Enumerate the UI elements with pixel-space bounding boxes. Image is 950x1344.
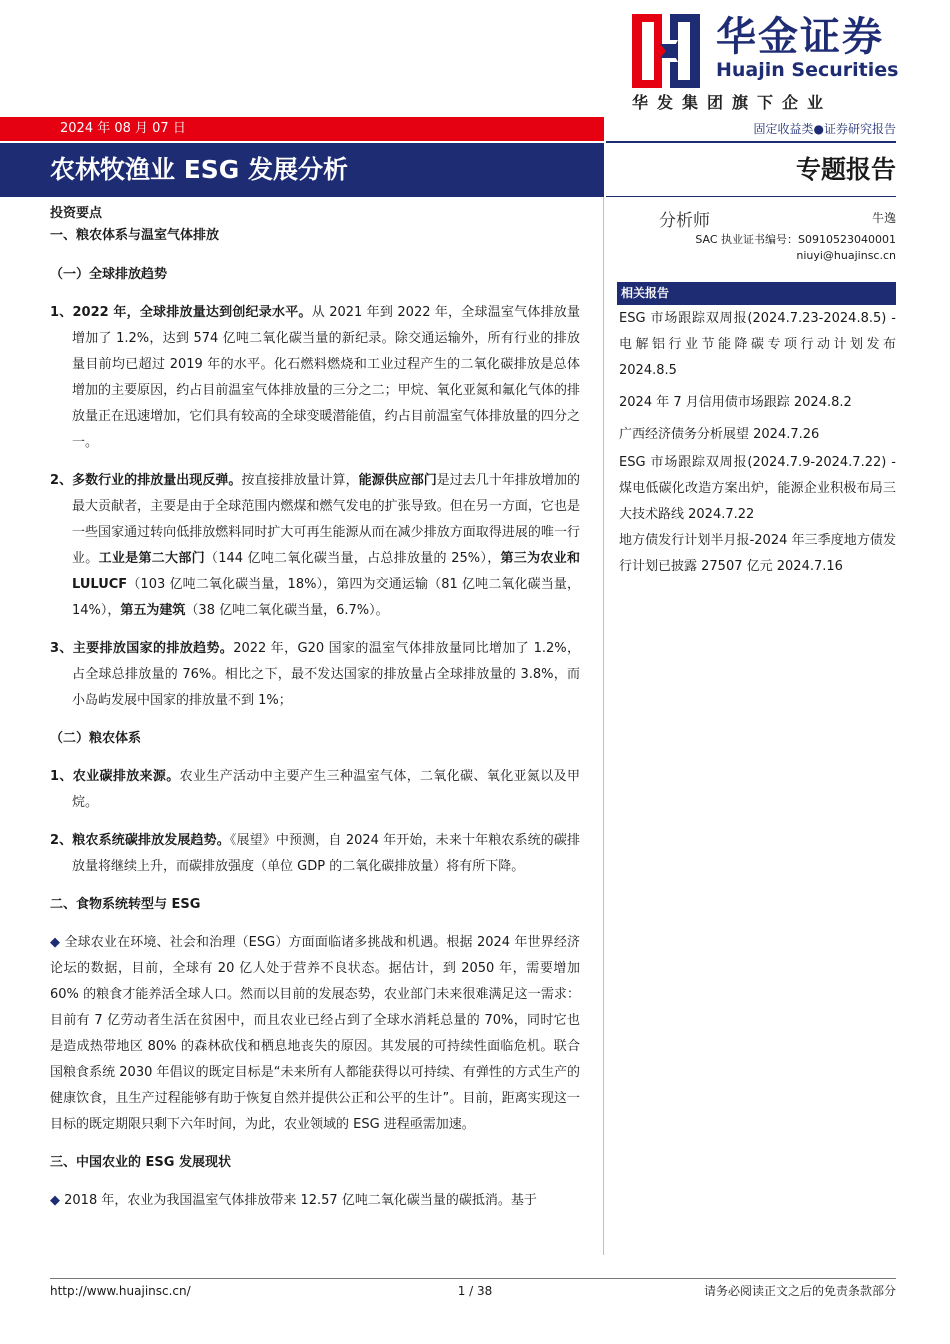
page-number: 1 / 38 bbox=[457, 1284, 493, 1298]
related-report-item[interactable]: 地方债发行计划半月报-2024 年三季度地方债发行计划已披露 27507 亿元 2024.7.16 bbox=[619, 533, 896, 574]
paragraph-2-emphasis: 第三为农业和 LULUCF bbox=[72, 551, 580, 592]
header-divider bbox=[606, 141, 896, 143]
diamond-bullet-icon: ◆ bbox=[50, 1193, 60, 1208]
huajin-logo bbox=[632, 14, 700, 88]
paragraph-2-text: （38 亿吨二氧化碳当量，6.7%）。 bbox=[185, 603, 389, 618]
section-2-title: 二、食物系统转型与 ESG bbox=[50, 897, 201, 912]
paragraph-6 bbox=[50, 930, 580, 1138]
footer-disclaimer: 请务必阅读正文之后的免责条款部分 bbox=[703, 1284, 896, 1298]
paragraph-7 bbox=[50, 1188, 580, 1214]
paragraph-2 bbox=[50, 468, 580, 624]
main-content bbox=[50, 200, 580, 1214]
section-3-title: 三、中国农业的 ESG 发展现状 bbox=[50, 1155, 231, 1170]
paragraph-2-lead: 2、多数行业的排放量出现反弹。 bbox=[50, 473, 242, 488]
paragraph-1-lead: 1、2022 年，全球排放量达到创纪录水平。 bbox=[50, 305, 312, 320]
analyst-email[interactable]: niuyi@huajinsc.cn bbox=[796, 249, 896, 262]
paragraph-2-text: （103 亿吨二氧化碳当量，18%），第四为交通运输（81 亿吨二氧化碳当量，14%）， bbox=[72, 577, 580, 618]
brand-name-cn: 华金证券 bbox=[716, 14, 884, 60]
related-report-item[interactable]: 2024 年 7 月信用债市场跟踪 2024.8.2 bbox=[619, 395, 852, 410]
paragraph-2-text: 按直接排放量计算， bbox=[241, 473, 359, 488]
section-1-title: 一、粮农体系与温室气体排放 bbox=[50, 228, 220, 243]
related-report-item[interactable]: ESG 市场跟踪双周报(2024.7.23-2024.8.5) -电解铝行业节能降碳专项行动计划发布 2024.8.5 bbox=[619, 311, 896, 378]
analyst-label: 分析师 bbox=[659, 211, 710, 231]
related-reports-header: 相关报告 bbox=[617, 282, 896, 305]
paragraph-2-text: （144 亿吨二氧化碳当量，占总排放量的 25%）， bbox=[204, 551, 501, 566]
paragraph-4 bbox=[50, 764, 580, 816]
paragraph-2-emphasis: 第五为建筑 bbox=[120, 603, 186, 618]
related-reports-list bbox=[619, 306, 896, 580]
paragraph-6-body: 全球农业在环境、社会和治理（ESG）方面面临诸多挑战和机遇。根据 2024 年世界经济论坛的数据，目前，全球有 20 亿人处于营养不良状态。据估计，到 2050 年，需要增加 60% 的粮食才能养活全球人口。然而以目前的发展态势，农业部门未来很难满足这一需求：目前有 7 亿劳动者生活在贫困中，而且农业已经占到了全球水消耗总量的 70%，同时它也是造成热带地区 80% 的森林砍伐和栖息地丧失的原因。其发展的可持续性面临危机。联合国粮食系统 2030 年倡议的既定目标是“未来所有人都能获得以可持续、有弹性的方式生产的健康饮食，且生产过程能够有助于恢复自然并提供公正和公平的生计”。目前，距离实现这一目标的既定期限只剩下六年时间，为此，农业领域的 ESG 进程亟需加速。 bbox=[50, 935, 580, 1132]
analyst-certificate: SAC 执业证书编号：S0910523040001 bbox=[695, 233, 896, 246]
report-type: 专题报告 bbox=[795, 155, 896, 184]
report-category: 固定收益类●证券研究报告 bbox=[753, 122, 896, 136]
paragraph-5-body: 《展望》中预测，自 2024 年开始，未来十年粮农系统的碳排放量将继续上升，而碳排放强度（单位 GDP 的二氧化碳排放量）将有所下降。 bbox=[72, 833, 580, 874]
brand-name-en: Huajin Securities bbox=[716, 59, 899, 81]
subsection-1-title: （一）全球排放趋势 bbox=[50, 267, 168, 282]
paragraph-1-body: 从 2021 年到 2022 年，全球温室气体排放量增加了 1.2%，达到 574 亿吨二氧化碳当量的新纪录。除交通运输外，所有行业的排放量目前均已超过 2019 年的水平。化石燃料燃烧和工业过程产生的二氧化碳排放是总体增加的主要原因，约占目前温室气体排放量的三分之二；甲烷、氧化亚氮和氟化气体的排放量正在迅速增加，它们具有较高的全球变暖潜能值，约占目前温室气体排放量的四分之一。 bbox=[72, 305, 580, 450]
footer-divider bbox=[50, 1278, 896, 1279]
footer-website-link[interactable]: http://www.huajinsc.cn/ bbox=[50, 1284, 191, 1298]
paragraph-5 bbox=[50, 828, 580, 880]
analyst-name: 牛逸 bbox=[871, 211, 896, 225]
subsection-2-title: （二）粮农体系 bbox=[50, 731, 142, 746]
key-points-heading: 投资要点 bbox=[50, 206, 103, 221]
paragraph-4-lead: 1、农业碳排放来源。 bbox=[50, 769, 180, 784]
column-divider bbox=[603, 197, 604, 1255]
related-report-item[interactable]: ESG 市场跟踪双周报(2024.7.9-2024.7.22) -煤电低碳化改造方案出炉，能源企业积极布局三大技术路线 2024.7.22 bbox=[619, 455, 896, 522]
paragraph-3 bbox=[50, 636, 580, 714]
report-date: 2024 年 08 月 07 日 bbox=[60, 121, 186, 136]
report-title: 农林牧渔业 ESG 发展分析 bbox=[50, 155, 349, 184]
paragraph-2-emphasis: 能源供应部门 bbox=[358, 473, 437, 488]
paragraph-4-body: 农业生产活动中主要产生三种温室气体，二氧化碳、氧化亚氮以及甲烷。 bbox=[72, 769, 580, 810]
related-report-item[interactable]: 广西经济债务分析展望 2024.7.26 bbox=[619, 427, 820, 442]
brand-subtitle: 华发集团旗下企业 bbox=[632, 93, 833, 112]
paragraph-1 bbox=[50, 300, 580, 456]
header-bottom-divider bbox=[606, 196, 896, 197]
paragraph-5-lead: 2、粮农系统碳排放发展趋势。 bbox=[50, 833, 230, 848]
paragraph-3-body: 2022 年，G20 国家的温室气体排放量同比增加了 1.2%，占全球总排放量的 76%。相比之下，最不发达国家的排放量占全球排放量的 3.8%，而小岛屿发展中国家的排放量不到 1%； bbox=[72, 641, 581, 708]
paragraph-2-emphasis: 工业是第二大部门 bbox=[98, 551, 205, 566]
paragraph-3-lead: 3、主要排放国家的排放趋势。 bbox=[50, 641, 234, 656]
paragraph-2-text: 是过去几十年排放增加的最大贡献者，主要是由于全球范围内燃煤和燃气发电的扩张导致。但在另一方面，它也是一些国家通过转向低排放燃料同时扩大可再生能源从而在减少排放方面取得进展的唯一行业。 bbox=[72, 473, 580, 566]
diamond-bullet-icon: ◆ bbox=[50, 935, 61, 950]
paragraph-7-body: 2018 年，农业为我国温室气体排放带来 12.57 亿吨二氧化碳当量的碳抵消。基于 bbox=[60, 1193, 537, 1208]
